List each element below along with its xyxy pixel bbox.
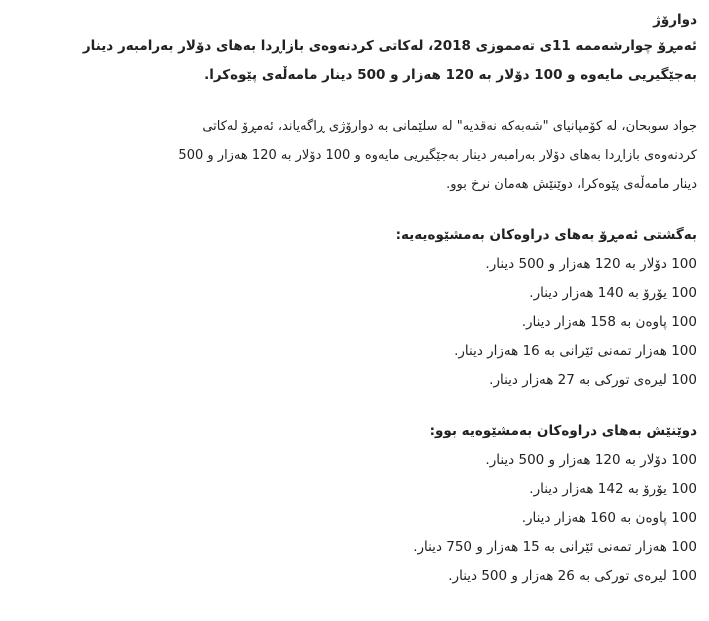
yesterday-rate-item: 100 دۆلار بە 120 هەزار و 500 دینار. xyxy=(485,452,697,468)
today-rate-item: 100 لیرەی تورکی بە 27 هەزار دینار. xyxy=(489,372,697,388)
today-rate-item: 100 پاوەن بە 158 هەزار دینار. xyxy=(521,314,697,330)
yesterday-rate-item: 100 لیرەی تورکی بە 26 هەزار و 500 دینار. xyxy=(448,568,697,584)
spacer xyxy=(14,199,697,221)
spacer xyxy=(14,395,697,417)
today-rates-heading: بەگشتی ئەمڕۆ بەهای دراوەکان بەمشێوەیەیە: xyxy=(395,227,697,243)
yesterday-rate-item: 100 پاوەن بە 160 هەزار دینار. xyxy=(521,510,697,526)
spacer xyxy=(14,90,697,112)
body-line: کردنەوەی بازاڕدا بەهای دۆلار بەرامبەر دینار بەجێگیریی مایەوە و 100 دۆلار بە 120 هەزار و 500 xyxy=(178,148,697,163)
lead-line: ئەمڕۆ چوارشەممە 11ی تەمموزی 2018، لەکاتی کردنەوەی بازاڕدا بەهای دۆلار بەرامبەر دینار xyxy=(82,38,697,54)
today-rate-item: 100 هەزار تمەنی ئێرانی بە 16 هەزار دینار. xyxy=(454,343,697,359)
yesterday-rates-heading: دوێنێش بەهای دراوەکان بەمشێوەیە بوو: xyxy=(429,423,697,439)
today-rate-item: 100 دۆلار بە 120 هەزار و 500 دینار. xyxy=(485,256,697,272)
article-title: دوارۆژ xyxy=(653,12,697,28)
body-line: دینار مامەڵەی پێوەکرا، دوێنێش هەمان نرخ بوو. xyxy=(446,177,697,192)
yesterday-rate-item: 100 یۆرۆ بە 142 هەزار دینار. xyxy=(529,481,697,497)
today-rate-item: 100 یۆرۆ بە 140 هەزار دینار. xyxy=(529,285,697,301)
lead-line: بەجێگیریی مایەوە و 100 دۆلار بە 120 هەزار و 500 دینار مامەڵەی پێوەکرا. xyxy=(204,67,697,83)
yesterday-rate-item: 100 هەزار تمەنی ئێرانی بە 15 هەزار و 750 دینار. xyxy=(413,539,697,555)
body-line: جواد سوبحان، لە کۆمپانیای "شەبەکە نەقدیە" لە سلێمانی بە دوارۆژی ڕاگەیاند، ئەمڕۆ لەکاتی xyxy=(202,119,697,134)
